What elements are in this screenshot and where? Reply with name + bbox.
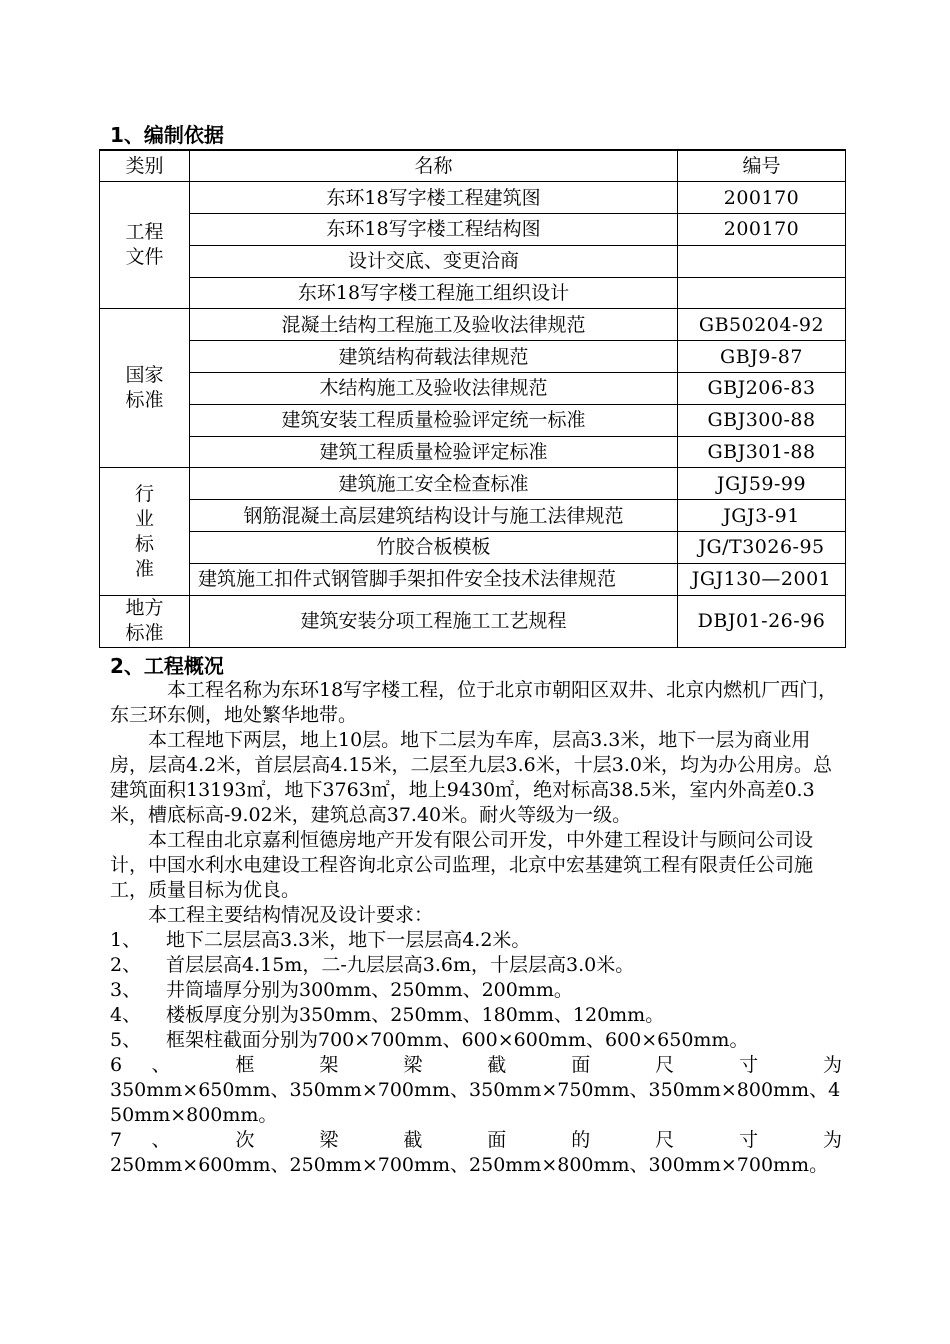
- code-cell: 200170: [678, 214, 846, 246]
- item-7-tail: 250mm×600mm、250mm×700mm、250mm×800mm、300mm×700mm。: [110, 1154, 829, 1176]
- list-text: 楼板厚度分别为350mm、250mm、180mm、120mm。: [166, 1004, 665, 1026]
- category-cell: 行业标准: [100, 468, 190, 595]
- table-row: [100, 373, 846, 405]
- name-cell: 建筑工程质量检验评定标准: [190, 436, 678, 468]
- list-text: 井筒墙厚分别为300mm、250mm、200mm。: [166, 979, 573, 1001]
- header-category: 类别: [100, 150, 190, 182]
- section-1-title: 1、编制依据: [110, 123, 224, 147]
- name-cell: 钢筋混凝土高层建筑结构设计与施工法律规范: [190, 500, 678, 532]
- paragraph-floors: 本工程地下两层，地上10层。地下二层为车库，层高3.3米，地下一层为商业用房，层高4.2米，首层层高4.15米，二层至九层3.6米，十层3.0米，均为办公用房。总建筑面积13193㎡，地下3763㎡，地上9430㎡，绝对标高38.5米，室内外高差0.3米，槽底标高-9.02米，建筑总高37.40米。耐火等级为一级。: [110, 729, 832, 826]
- header-name: 名称: [190, 150, 678, 182]
- table-row: [100, 214, 846, 246]
- name-cell: 木结构施工及验收法律规范: [190, 373, 678, 405]
- section-2-title: 2、工程概况: [110, 654, 224, 678]
- code-cell: GBJ301-88: [678, 436, 846, 468]
- list-item: [110, 1003, 842, 1028]
- code-cell: [678, 245, 846, 277]
- table-row: [100, 468, 846, 500]
- name-cell: 建筑结构荷载法律规范: [190, 341, 678, 373]
- list-text: 首层层高4.15m，二-九层层高3.6m，十层层高3.0米。: [166, 954, 635, 976]
- list-number: 1、: [110, 929, 142, 951]
- code-cell: DBJ01-26-96: [678, 595, 846, 647]
- name-cell: 东环18写字楼工程结构图: [190, 214, 678, 246]
- table-row: [100, 182, 846, 214]
- list-text: 框架柱截面分别为700×700mm、600×600mm、600×650mm。: [166, 1029, 749, 1051]
- code-cell: GBJ300-88: [678, 404, 846, 436]
- header-code: 编号: [678, 150, 846, 182]
- table-row: [100, 277, 846, 309]
- name-cell: 竹胶合板模板: [190, 532, 678, 564]
- overview-body: [110, 678, 842, 1178]
- table-row: [100, 595, 846, 647]
- item-6-head: 6、 框 架 梁 截 面 尺 寸 为: [110, 1054, 842, 1076]
- name-cell: 设计交底、变更洽商: [190, 245, 678, 277]
- code-cell: GBJ206-83: [678, 373, 846, 405]
- paragraph-structure-intro: 本工程主要结构情况及设计要求：: [148, 904, 434, 926]
- code-cell: JGJ59-99: [678, 468, 846, 500]
- basis-table: [99, 149, 846, 648]
- paragraph-parties: 本工程由北京嘉利恒德房地产开发有限公司开发，中外建工程设计与顾问公司设计，中国水利水电建设工程咨询北京公司监理，北京中宏基建筑工程有限责任公司施工，质量目标为优良。: [110, 829, 814, 901]
- code-cell: JGJ130—2001: [678, 563, 846, 595]
- table-row: [100, 404, 846, 436]
- table-row: [100, 436, 846, 468]
- code-cell: JG/T3026-95: [678, 532, 846, 564]
- name-cell: 东环18写字楼工程建筑图: [190, 182, 678, 214]
- table-row: [100, 563, 846, 595]
- code-cell: 200170: [678, 182, 846, 214]
- table-row: [100, 341, 846, 373]
- list-number: 5、: [110, 1029, 142, 1051]
- list-item: [110, 978, 842, 1003]
- code-cell: JGJ3-91: [678, 500, 846, 532]
- name-cell: 建筑施工安全检查标准: [190, 468, 678, 500]
- table-row: [100, 500, 846, 532]
- table-header-row: [100, 150, 846, 182]
- list-text: 地下二层层高3.3米，地下一层层高4.2米。: [166, 929, 531, 951]
- category-cell: 地方标准: [100, 595, 190, 647]
- item-6-tail: 350mm×650mm、350mm×700mm、350mm×750mm、350mm×800mm、450mm×800mm。: [110, 1079, 841, 1126]
- code-cell: GB50204-92: [678, 309, 846, 341]
- name-cell: 混凝土结构工程施工及验收法律规范: [190, 309, 678, 341]
- code-cell: [678, 277, 846, 309]
- item-7-head: 7、 次 梁 截 面 的 尺 寸 为: [110, 1129, 842, 1151]
- category-cell: 国家标准: [100, 309, 190, 468]
- name-cell: 东环18写字楼工程施工组织设计: [190, 277, 678, 309]
- table-row: [100, 532, 846, 564]
- category-cell: 工程文件: [100, 182, 190, 309]
- list-number: 3、: [110, 979, 142, 1001]
- table-row: [100, 245, 846, 277]
- table-row: [100, 309, 846, 341]
- list-item: [110, 928, 842, 953]
- list-item: [110, 1028, 842, 1053]
- list-number: 2、: [110, 954, 142, 976]
- name-cell: 建筑安装分项工程施工工艺规程: [190, 595, 678, 647]
- list-item: [110, 953, 842, 978]
- list-number: 4、: [110, 1004, 142, 1026]
- name-cell: 建筑施工扣件式钢管脚手架扣件安全技术法律规范: [190, 563, 678, 595]
- code-cell: GBJ9-87: [678, 341, 846, 373]
- paragraph-location: 本工程名称为东环18写字楼工程，位于北京市朝阳区双井、北京内燃机厂西门，东三环东侧，地处繁华地带。: [110, 679, 838, 726]
- name-cell: 建筑安装工程质量检验评定统一标准: [190, 404, 678, 436]
